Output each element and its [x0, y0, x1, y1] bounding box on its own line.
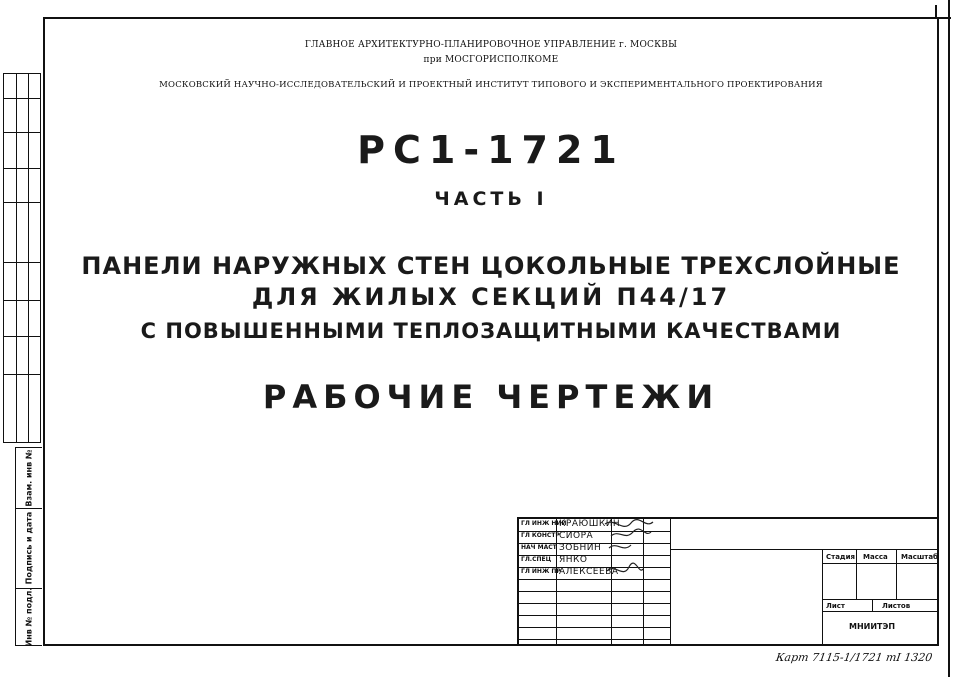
margin-grid-line — [4, 202, 40, 203]
document-part: ЧАСТЬ I — [434, 188, 548, 210]
title-line-1: ПАНЕЛИ НАРУЖНЫХ СТЕН ЦОКОЛЬНЫЕ ТРЕХСЛОЙНЫЕ — [81, 252, 901, 280]
signature-role: ГЛ ИНЖ НИИ — [521, 520, 567, 527]
header-institute: МОСКОВСКИЙ НАУЧНО-ИССЛЕДОВАТЕЛЬСКИЙ И ПРОЕКТНЫЙ ИНСТИТУТ ТИПОВОГО И ЭКСПЕРИМЕНТАЛЬНОГО ПРОЕКТИРОВАНИЯ — [159, 80, 823, 90]
title-block-line — [822, 563, 939, 564]
organization-name: МНИИТЭП — [849, 622, 896, 631]
title-block-line — [872, 599, 873, 611]
signature-table — [519, 519, 671, 646]
document-code: РС1-1721 — [357, 128, 625, 172]
side-stamp-cell-inventory — [16, 588, 42, 645]
title-block — [517, 517, 939, 646]
scale-label: Масштаб — [901, 553, 938, 561]
margin-grid-line — [16, 74, 17, 442]
title-block-line — [896, 549, 897, 599]
title-block-line — [671, 549, 939, 550]
signature-role: ГЛ.СПЕЦ — [521, 556, 552, 563]
side-stamp-cell-signature — [16, 508, 42, 589]
title-block-line — [822, 611, 939, 612]
side-stamp-cell-replace — [16, 448, 42, 509]
margin-grid-line — [4, 374, 40, 375]
page-edge-line — [948, 0, 950, 677]
margin-grid-line — [4, 168, 40, 169]
sheets-label: Листов — [882, 602, 911, 610]
signature-name: ЗОБНИН — [559, 543, 602, 553]
signature-name: ЯНКО — [559, 555, 588, 565]
handwritten-note: Карт 7115-1/1721 тI 1320 — [775, 651, 934, 664]
side-stamp-inventory-label: Инв № подл. — [24, 587, 34, 646]
signature-role: ГЛ КОНСТР — [521, 532, 560, 539]
signature-name: КРАЮШКИН — [559, 519, 621, 529]
margin-grid-line — [4, 336, 40, 337]
margin-grid-line — [4, 300, 40, 301]
mass-label: Масса — [863, 553, 888, 561]
stage-label: Стадия — [826, 553, 855, 561]
margin-grid-line — [4, 98, 40, 99]
side-stamp — [15, 447, 42, 646]
signature-row-empty — [519, 627, 671, 640]
title-block-line — [856, 549, 857, 599]
side-stamp-replace-label: Взам. инв № — [24, 449, 34, 507]
margin-grid-line — [28, 74, 29, 442]
title-working-drawings: РАБОЧИЕ ЧЕРТЕЖИ — [262, 378, 720, 416]
margin-grid-line — [4, 262, 40, 263]
signature-scrawls — [519, 519, 671, 589]
title-line-3: С ПОВЫШЕННЫМИ ТЕПЛОЗАЩИТНЫМИ КАЧЕСТВАМИ — [140, 319, 842, 343]
title-line-2: ДЛЯ ЖИЛЫХ СЕКЦИЙ П44/17 — [251, 283, 731, 311]
sheet-label: Лист — [826, 602, 845, 610]
signature-name: СИОРА — [559, 531, 594, 541]
signature-role: НАЧ МАСТ — [521, 544, 557, 551]
header-ispolkom: при МОСГОРИСПОЛКОМЕ — [423, 55, 559, 65]
side-stamp-signature-label: Подпись и дата — [24, 511, 34, 585]
signature-name: АЛЕКСЕЕВА — [559, 567, 619, 577]
margin-grid-line — [4, 132, 40, 133]
header-authority: ГЛАВНОЕ АРХИТЕКТУРНО-ПЛАНИРОВОЧНОЕ УПРАВЛЕНИЕ г. МОСКВЫ — [304, 40, 678, 50]
margin-stamp-grid — [3, 73, 41, 443]
title-block-line — [822, 599, 939, 600]
signature-role: ГЛ ИНЖ ПР — [521, 568, 561, 575]
